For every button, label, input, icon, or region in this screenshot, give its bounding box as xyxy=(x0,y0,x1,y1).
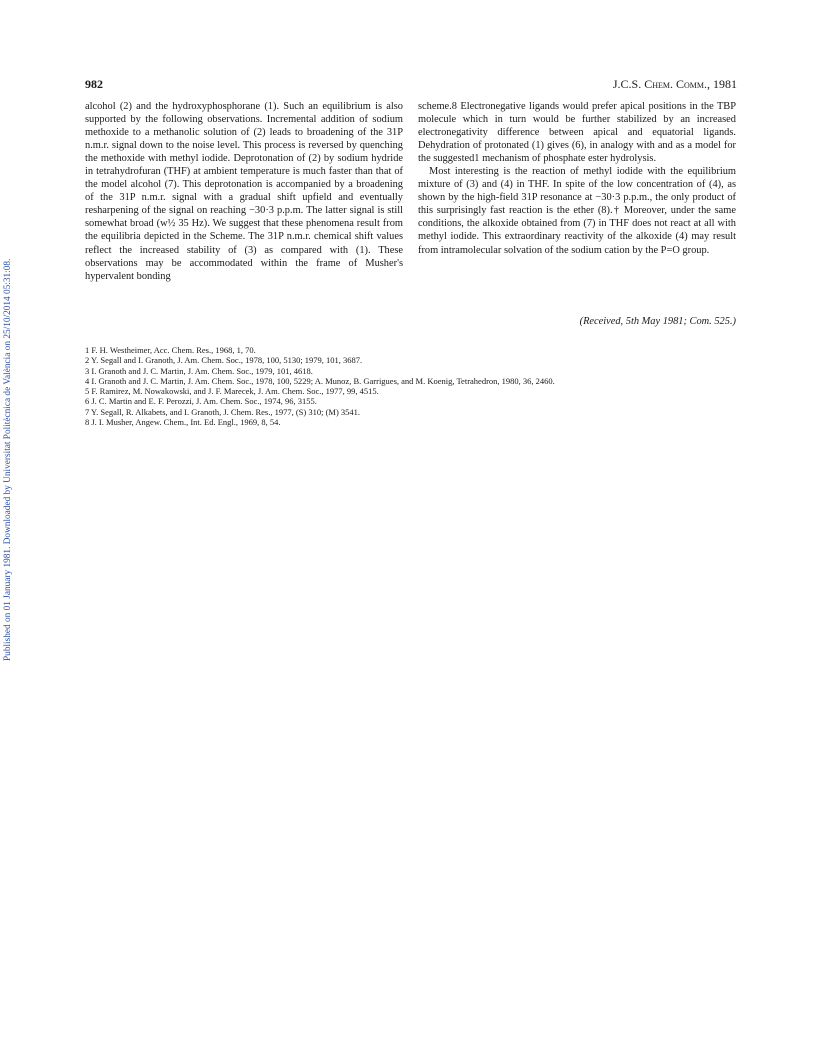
download-watermark: Published on 01 January 1981. Downloaded by Universitat Politècnica de València on 25/10/2014 05:31:08. xyxy=(3,258,13,661)
right-paragraph-1: scheme.8 Electronegative ligands would prefer apical positions in the TBP molecule which in turn would be further stabilized by an increased electronegativity difference between apical and equatorial ligands. Dehydration of protonated (1) gives (6), in analogy with and as a model for the suggested1 mechanism of phosphate ester hydrolysis. xyxy=(418,101,736,165)
journal-prefix: J.C.S. xyxy=(612,77,645,91)
running-head xyxy=(613,77,737,92)
page-number: 982 xyxy=(85,77,103,91)
right-column xyxy=(418,100,736,257)
journal-year: , 1981 xyxy=(707,77,737,91)
reference-2: 2 Y. Segall and I. Granoth, J. Am. Chem. Soc., 1978, 100, 5130; 1979, 101, 3687. xyxy=(85,355,363,366)
reference-5: 5 F. Ramirez, M. Nowakowski, and J. F. Marecek, J. Am. Chem. Soc., 1977, 99, 4515. xyxy=(85,386,379,397)
reference-1: 1 F. H. Westheimer, Acc. Chem. Res., 1968, 1, 70. xyxy=(85,345,256,355)
received-line: (Received, 5th May 1981; Com. 525.) xyxy=(579,316,736,327)
reference-3: 3 I. Granoth and J. C. Martin, J. Am. Chem. Soc., 1979, 101, 4618. xyxy=(85,365,313,376)
reference-7: 7 Y. Segall, R. Alkabets, and I. Granoth, J. Chem. Res., 1977, (S) 310; (M) 3541. xyxy=(85,406,361,417)
reference-list xyxy=(85,345,737,427)
reference-6: 6 J. C. Martin and E. F. Perozzi, J. Am. Chem. Soc., 1974, 96, 3155. xyxy=(85,396,317,407)
left-paragraph: alcohol (2) and the hydroxyphosphorane (1). Such an equilibrium is also supported by the following observations. Incremental addition of sodium methoxide to a methanolic solution of (2) leads to broadening of the 31P n.m.r. signal down to the noise level. This process is reversed by quenching the methoxide with methyl iodide. Deprotonation of (2) by sodium hydride in tetrahydrofuran (THF) at ambient temperature is much faster than that of the model alcohol (7). This deprotonation is accompanied by a broadening of the 31P n.m.r. signal with a gradual shift upfield and eventually resharpening of the signal on reaching −30·3 p.p.m. The latter signal is still somewhat broad (w½ 35 Hz). We suggest that these phenomena result from the equilibria depicted in the Scheme. The 31P n.m.r. chemical shift values reflect the increased stability of (3) as compared with (1). These observations may be accommodated within the frame of Musher's hypervalent bonding xyxy=(85,101,403,282)
left-column xyxy=(85,100,403,283)
journal-smallcaps: Chem. Comm. xyxy=(644,77,707,91)
reference-8: 8 J. I. Musher, Angew. Chem., Int. Ed. Engl., 1969, 8, 54. xyxy=(85,417,281,428)
right-paragraph-2: Most interesting is the reaction of methyl iodide with the equilibrium mixture of (3) and (4) in THF. In spite of the low concentration of (4), as shown by the high-field 31P resonance at −30·3 p.p.m., the only product of this surprisingly fast reaction is the ether (8).† Moreover, under the same conditions, the alkoxide obtained from (7) in THF does not react at all with methyl iodide. This extraordinary reactivity of the alkoxide (4) may result from intramolecular solvation of the sodium cation by the P=O group. xyxy=(418,166,736,256)
reference-4: 4 I. Granoth and J. C. Martin, J. Am. Chem. Soc., 1978, 100, 5229; A. Munoz, B. Garrigues, and M. Koenig, Tetrahedron, 1980, 36, 2460. xyxy=(85,375,555,386)
